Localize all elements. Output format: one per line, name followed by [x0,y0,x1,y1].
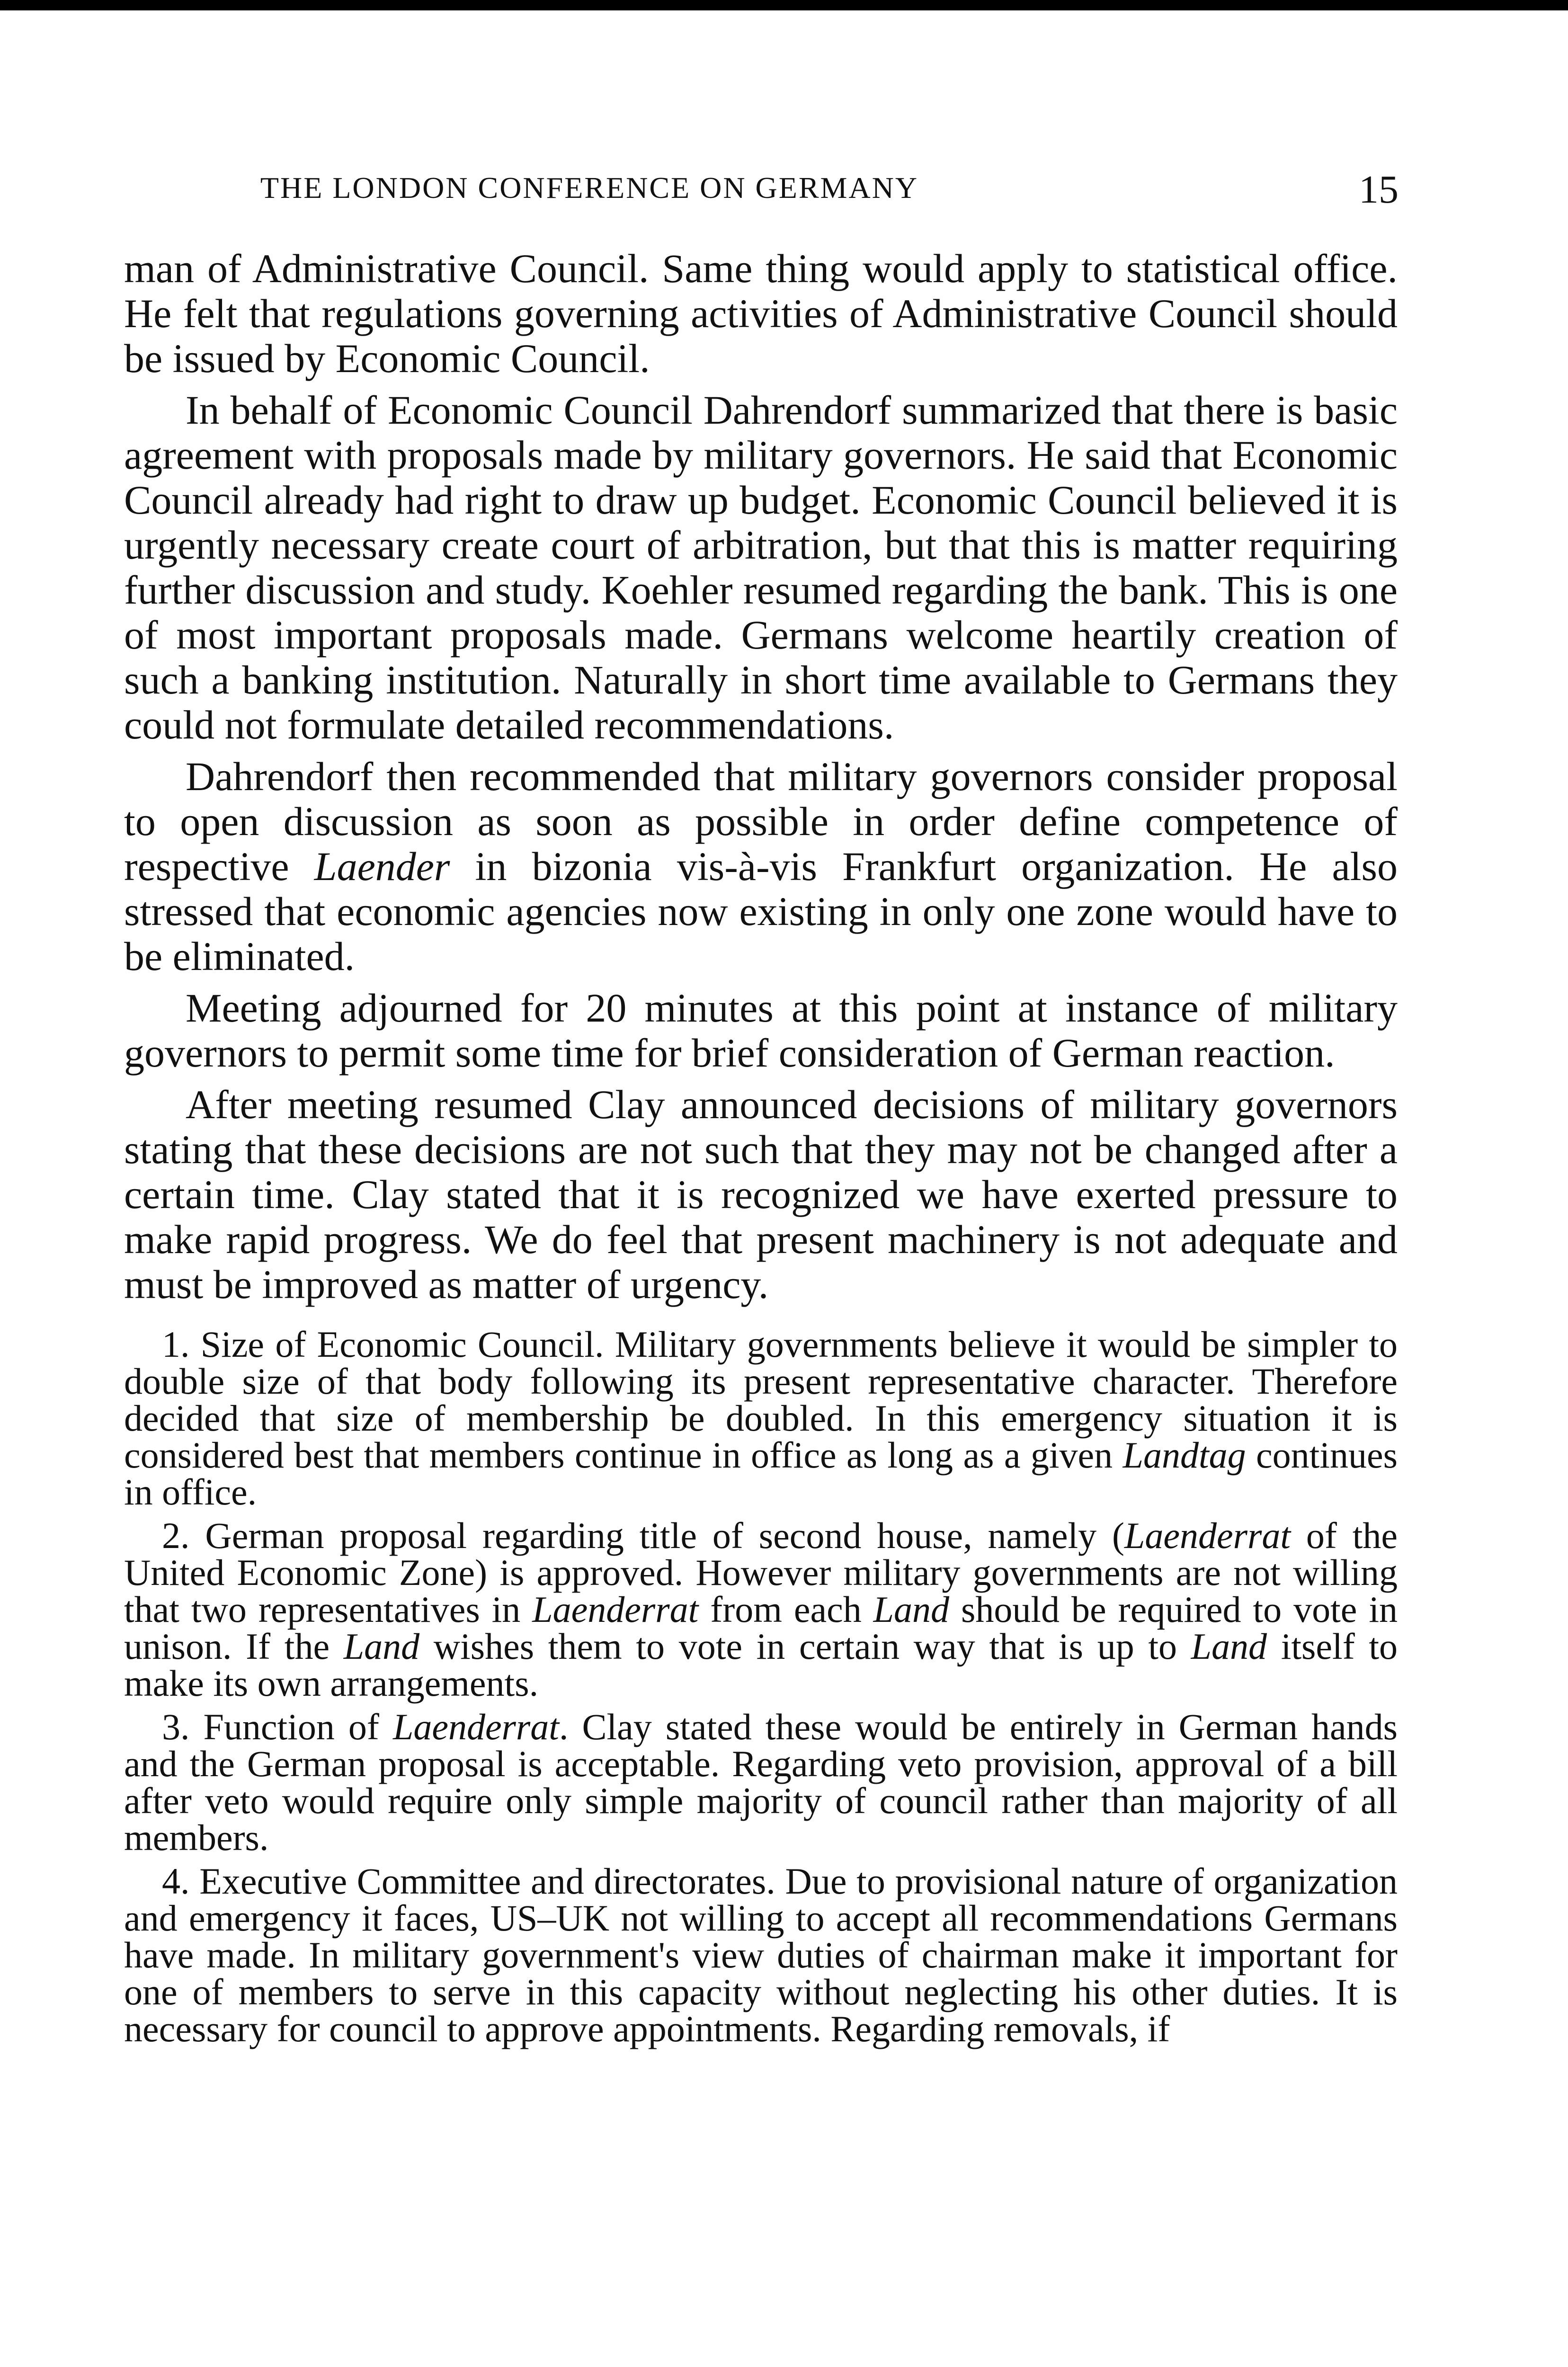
body-text [124,246,1398,2054]
italic-term: Laenderrat [392,1706,559,1747]
decision-list [124,1326,1398,2047]
paragraph-3: Dahrendorf then recommended that military governors consider proposal to open discussion as soon as possible in order define competence of respective Laender in bizonia vis-à-vis Frankfurt organization. He also stressed that economic agencies now existing in only one zone would have to be eliminated. [124,754,1398,979]
italic-term: Laenderrat [1124,1515,1291,1556]
italic-term: Laender [314,844,450,889]
paragraph-2: In behalf of Economic Council Dahrendorf summarized that there is basic agreement with proposals made by military governors. He said that Economic Council already had right to draw up budget. Economic Council believed it is urgently necessary create court of arbitration, but that this is matter requiring further discussion and study. Koehler resumed regarding the bank. This is one of most important proposals made. Germans welcome heartily creation of such a banking institution. Naturally in short time available to Germans they could not formulate detailed recommendations. [124,387,1398,747]
italic-term: Land [873,1589,950,1630]
paragraph-4: Meeting adjourned for 20 minutes at this point at instance of military governors to permit some time for brief consideration of German reaction. [124,985,1398,1076]
list-item-3: 3. Function of Laenderrat. Clay stated these would be entirely in German hands and the German proposal is acceptable. Regarding veto provision, approval of a bill after veto would require only simple majority of council rather than majority of all members. [124,1706,1398,1858]
paragraph-1: man of Administrative Council. Same thing would apply to statistical office. He felt that regulations governing activities of Administrative Council should be issued by Economic Council. [124,246,1398,381]
paragraph-5: After meeting resumed Clay announced decisions of military governors stating that these decisions are not such that they may not be changed after a certain time. Clay stated that it is recognized we have exerted pressure to make rapid progress. We do feel that present machinery is not adequate and must be improved as matter of urgency. [124,1082,1398,1307]
list-item-1: 1. Size of Economic Council. Military governments believe it would be simpler to double size of that body following its present representative character. Therefore decided that size of membership be doubled. In this emergency situation it is considered best that members continue in office as long as a given Landtag continues in office. [124,1324,1398,1513]
italic-term: Landtag [1123,1434,1246,1476]
italic-term: Land [1191,1626,1267,1667]
italic-term: Land [343,1626,420,1667]
italic-term: Laenderrat [532,1589,699,1630]
list-item-2: 2. German proposal regarding title of second house, namely (Laenderrat of the United Economic Zone) is approved. However military governments are not willing that two representatives in Laenderrat from each Land should be required to vote in unison. If the Land wishes them to vote in certain way that is up to Land itself to make its own arrangements. [124,1515,1398,1704]
page-number: 15 [1359,168,1399,212]
running-header: THE LONDON CONFERENCE ON GERMANY [260,171,919,205]
list-item-4: 4. Executive Committee and directorates. Due to provisional nature of organization and emergency it faces, US–UK not willing to accept all recommendations Germans have made. In military government's view duties of chairman make it important for one of members to serve in this capacity without neglecting his other duties. It is necessary for council to approve appointments. Regarding removals, if [124,1860,1398,2049]
